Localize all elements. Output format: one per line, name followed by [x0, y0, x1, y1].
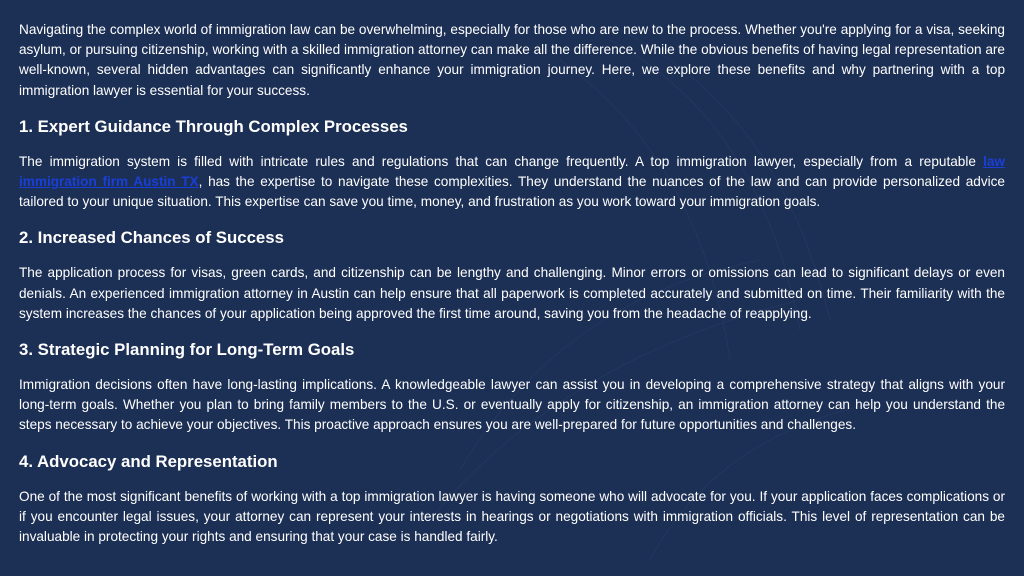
intro-paragraph: Navigating the complex world of immigration law can be overwhelming, especially for those who are new to the process. Whether you're applying for a visa, seeking asylum, or pursuing citizenship, working with a skilled immigration attorney can make all the difference. While the obvious benefits of having legal representation are well-known, several hidden advantages can significantly enhance your immigration journey. Here, we explore these benefits and why partnering with a top immigration lawyer is essential for your success.: [19, 22, 1005, 98]
section-3-heading: 3. Strategic Planning for Long-Term Goals: [19, 340, 355, 360]
section-1-heading: 1. Expert Guidance Through Complex Processes: [19, 116, 408, 136]
section-2-heading: 2. Increased Chances of Success: [19, 228, 284, 248]
section-4-paragraph: One of the most significant benefits of working with a top immigration lawyer is having someone who will advocate for you. If your application faces complications or if you encounter legal issues, your attorney can represent your interests in hearings or negotiations with immigration officials. This level of representation can be invaluable in protecting your rights and ensuring that your case is handled fairly.: [19, 488, 1005, 545]
section-1-text-end: , has the expertise to navigate these complexities. They understand the nuances of the law and can provide personalized advice tailored to your unique situation. This expertise can save you time, money, and frustration as you work toward your immigration goals.: [19, 174, 1005, 210]
article: [19, 20, 1005, 562]
section-1-text-start: The immigration system is filled with intricate rules and regulations that can change frequently. A top immigration lawyer, especially from a reputable: [19, 153, 984, 169]
section-1-paragraph: [19, 152, 1005, 213]
section-2-paragraph: The application process for visas, green cards, and citizenship can be lengthy and challenging. Minor errors or omissions can lead to significant delays or even denials. An experienced immigration attorney in Austin can help ensure that all paperwork is completed accurately and submitted on time. Their familiarity with the system increases the chances of your application being approved the first time around, saving you from the headache of reapplying.: [19, 265, 1005, 321]
law-firm-link[interactable]: law immigration firm Austin TX: [19, 153, 1005, 190]
section-4-heading: 4. Advocacy and Representation: [19, 451, 278, 471]
section-3-paragraph: Immigration decisions often have long-lasting implications. A knowledgeable lawyer can assist you in developing a comprehensive strategy that aligns with your long-term goals. Whether you plan to bring family members to the U.S. or eventually apply for citizenship, an immigration attorney can help you understand the steps necessary to achieve your objectives. This proactive approach ensures you are well-prepared for future opportunities and challenges.: [19, 377, 1005, 433]
